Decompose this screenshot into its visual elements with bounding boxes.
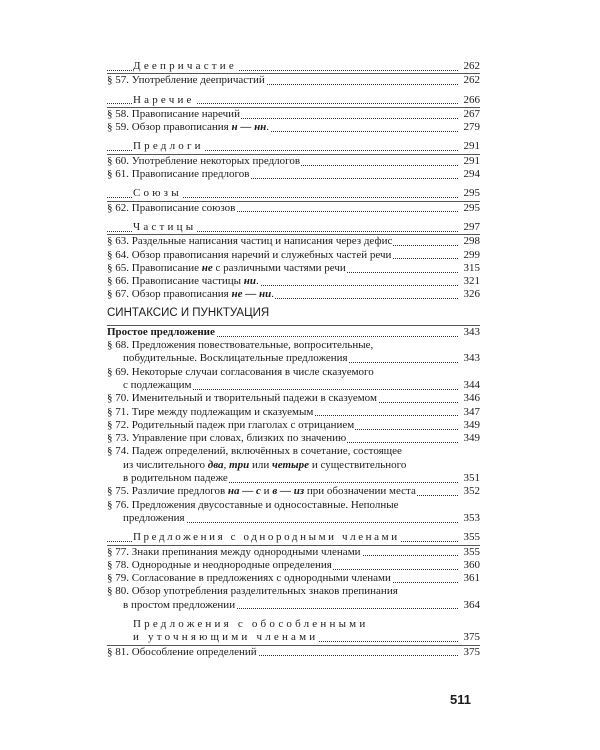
entry-title: Наречие [133, 93, 195, 106]
entry-page: 295 [463, 187, 480, 200]
toc-heading-homogeneous[interactable] [107, 531, 480, 544]
entry-page: 298 [463, 235, 480, 248]
toc-entry[interactable] [107, 419, 480, 432]
entry-page: 351 [463, 472, 480, 485]
entry-title: § 71. Тире между подлежащим и сказуемым [107, 405, 314, 418]
entry-title: § 57. Употребление деепричастий [107, 74, 265, 87]
entry-title: Предложения с однородными членами [133, 531, 400, 544]
page-number: 511 [450, 692, 471, 707]
entry-page: 295 [463, 201, 480, 214]
entry-title: § 60. Употребление некоторых предлогов [107, 154, 301, 167]
toc-entry[interactable] [107, 546, 480, 559]
toc-entry[interactable] [107, 121, 480, 134]
entry-page: 349 [463, 418, 480, 431]
entry-title-line: в родительном падеже [123, 472, 228, 485]
entry-title: § 81. Обособление определений [107, 645, 257, 658]
entry-title: § 65. Правописание не с различными частями речи [107, 261, 346, 274]
entry-page: 262 [463, 60, 480, 72]
entry-title: Деепричастие [133, 60, 237, 72]
entry-title: § 59. Обзор правописания н — нн. [107, 121, 270, 134]
entry-title: Частицы [133, 220, 197, 233]
toc-entry[interactable] [107, 275, 480, 288]
entry-title-line: § 74. Падеж определений, включённых в сочетание, состоящее [107, 445, 402, 458]
entry-page: 262 [463, 74, 480, 87]
toc-entry[interactable] [107, 406, 480, 419]
section-heading: СИНТАКСИС И ПУНКТУАЦИЯ [107, 306, 270, 319]
entry-title: § 61. Правописание предлогов [107, 168, 250, 181]
toc-entry[interactable] [107, 339, 480, 366]
toc-entry[interactable] [107, 202, 480, 215]
toc-heading-isolated[interactable] [107, 618, 480, 645]
toc-entry[interactable] [107, 392, 480, 405]
toc-entry[interactable] [107, 74, 480, 87]
toc-entry[interactable] [107, 249, 480, 262]
toc-entry[interactable] [107, 366, 480, 393]
entry-title: § 77. Знаки препинания между однородными членами [107, 545, 361, 558]
table-of-contents [107, 60, 480, 659]
toc-heading-participle[interactable] [107, 60, 480, 73]
entry-page: 321 [463, 275, 480, 288]
entry-page: 360 [463, 558, 480, 571]
toc-heading-conjunctions[interactable] [107, 187, 480, 200]
entry-page: 353 [463, 511, 480, 524]
entry-page: 343 [463, 352, 480, 365]
entry-title: § 75. Различие предлогов на — с и в — из при обозначении места [107, 485, 416, 498]
toc-entry[interactable] [107, 445, 480, 485]
toc-entry[interactable] [107, 108, 480, 121]
entry-page: 279 [463, 121, 480, 134]
entry-title-line: Предложения с обособленными [133, 617, 369, 630]
entry-page: 326 [463, 288, 480, 301]
entry-page: 343 [463, 325, 480, 338]
entry-title-line: § 69. Некоторые случаи согласования в числе сказуемого [107, 365, 374, 378]
entry-page: 355 [463, 545, 480, 558]
entry-page: 267 [463, 107, 480, 120]
entry-title-line: побудительные. Восклицательные предложения [123, 352, 348, 365]
toc-heading-adverb[interactable] [107, 94, 480, 107]
entry-page: 361 [463, 572, 480, 585]
toc-entry[interactable] [107, 572, 480, 585]
toc-heading-particles[interactable] [107, 221, 480, 234]
toc-entry[interactable] [107, 585, 480, 612]
entry-title: § 72. Родительный падеж при глаголах с отрицанием [107, 418, 355, 431]
toc-heading-prepositions[interactable] [107, 140, 480, 153]
entry-title: § 79. Согласование в предложениях с однородными членами [107, 572, 391, 585]
entry-page: 375 [463, 631, 480, 644]
toc-entry[interactable] [107, 646, 480, 659]
toc-entry[interactable] [107, 288, 480, 301]
entry-page: 346 [463, 392, 480, 405]
entry-title: Простое предложение [107, 325, 215, 338]
entry-page: 347 [463, 405, 480, 418]
entry-page: 294 [463, 168, 480, 181]
entry-page: 266 [463, 93, 480, 106]
toc-entry[interactable] [107, 559, 480, 572]
entry-title-line: из числительного два, три или четыре и существительного [123, 458, 407, 471]
entry-page: 375 [463, 645, 480, 658]
entry-page: 291 [463, 140, 480, 153]
entry-title-line: в простом предложении [123, 598, 236, 611]
entry-title-line: с подлежащим [123, 378, 192, 391]
entry-title: § 70. Именительный и творительный падежи в сказуемом [107, 392, 377, 405]
toc-entry[interactable] [107, 499, 480, 526]
toc-entry[interactable] [107, 432, 480, 445]
entry-title: Предлоги [133, 140, 204, 153]
entry-page: 349 [463, 432, 480, 445]
entry-title: Союзы [133, 187, 182, 200]
entry-title: § 67. Обзор правописания не — ни. [107, 288, 274, 301]
entry-title-line: § 80. Обзор употребления разделительных знаков препинания [107, 585, 398, 598]
entry-title: § 78. Однородные и неоднородные определения [107, 558, 332, 571]
entry-page: 364 [463, 598, 480, 611]
entry-page: 315 [463, 261, 480, 274]
entry-title: § 62. Правописание союзов [107, 201, 236, 214]
entry-title-line: § 76. Предложения двусоставные и односоставные. Неполные [107, 498, 399, 511]
entry-title: § 64. Обзор правописания наречий и служебных частей речи [107, 248, 392, 261]
toc-entry[interactable] [107, 235, 480, 248]
entry-page: 355 [463, 531, 480, 544]
entry-title: § 58. Правописание наречий [107, 107, 240, 120]
toc-entry[interactable] [107, 485, 480, 498]
toc-entry[interactable] [107, 155, 480, 168]
entry-title: § 73. Управление при словах, близких по значению [107, 432, 347, 445]
toc-entry[interactable] [107, 262, 480, 275]
entry-title-line: предложения [123, 511, 185, 524]
toc-entry[interactable] [107, 326, 480, 339]
toc-entry[interactable] [107, 168, 480, 181]
entry-title: § 63. Раздельные написания частиц и написания через дефис [107, 235, 393, 248]
entry-page: 291 [463, 154, 480, 167]
entry-title-line: § 68. Предложения повествовательные, вопросительные, [107, 339, 374, 352]
entry-title-line: и уточняющими членами [133, 631, 319, 644]
entry-page: 352 [463, 485, 480, 498]
entry-page: 299 [463, 248, 480, 261]
entry-title: § 66. Правописание частицы ни. [107, 275, 259, 288]
entry-page: 297 [463, 220, 480, 233]
entry-page: 344 [463, 378, 480, 391]
